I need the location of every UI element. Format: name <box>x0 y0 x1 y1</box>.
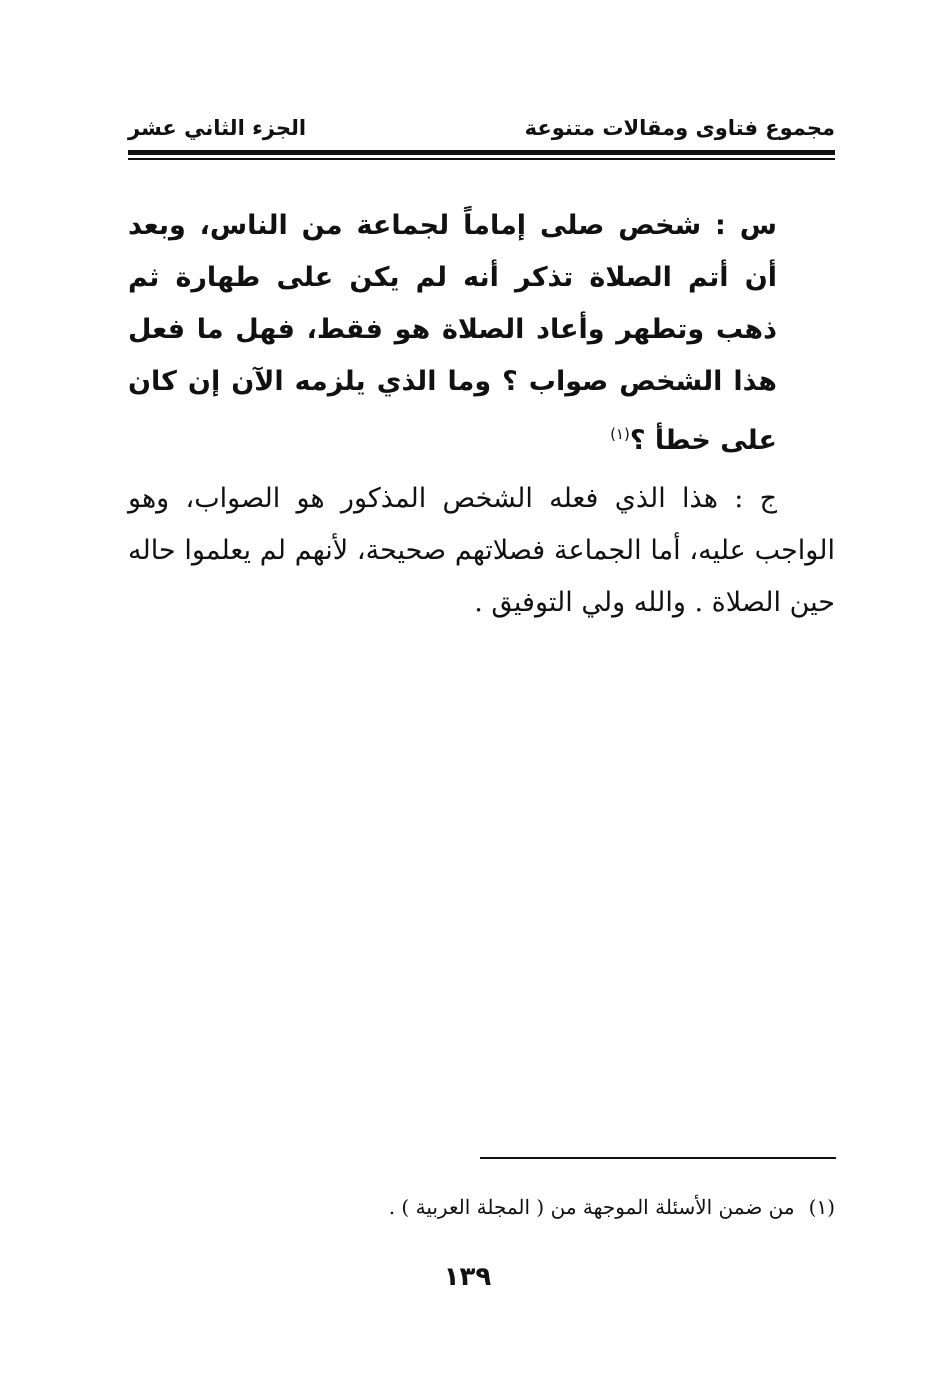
question-text: س : شخص صلى إماماً لجماعة من الناس، وبعد أن أتم الصلاة تذكر أنه لم يكن على طهارة ثم ذهب وتطهر وأعاد الصلاة هو فقط، فهل ما فعل هذا الشخص صواب ؟ وما الذي يلزمه الآن إن كان على خطأ ؟ <box>128 210 777 456</box>
footnote-number: (١) <box>808 1195 835 1219</box>
footnote-separator <box>480 1157 836 1159</box>
footnote-text: من ضمن الأسئلة الموجهة من ( المجلة العربية ) . <box>388 1195 795 1219</box>
question-paragraph <box>128 200 835 467</box>
body-text <box>128 200 835 629</box>
header-rule-thin <box>128 158 835 160</box>
answer-text: ج : هذا الذي فعله الشخص المذكور هو الصواب، وهو الواجب عليه، أما الجماعة فصلاتهم صحيحة، لأنهم لم يعلموا حاله حين الصلاة . والله ولي التوفيق . <box>128 483 835 618</box>
header-book-title: مجموع فتاوى ومقالات متنوعة <box>524 116 835 140</box>
answer-paragraph <box>128 473 835 629</box>
header-rule-thick <box>128 150 835 155</box>
header-volume: الجزء الثاني عشر <box>128 116 307 140</box>
running-header <box>128 112 835 152</box>
footnote-reference: (١) <box>610 425 630 443</box>
page-number: ١٣٩ <box>443 1262 492 1292</box>
footnote <box>389 1195 835 1219</box>
